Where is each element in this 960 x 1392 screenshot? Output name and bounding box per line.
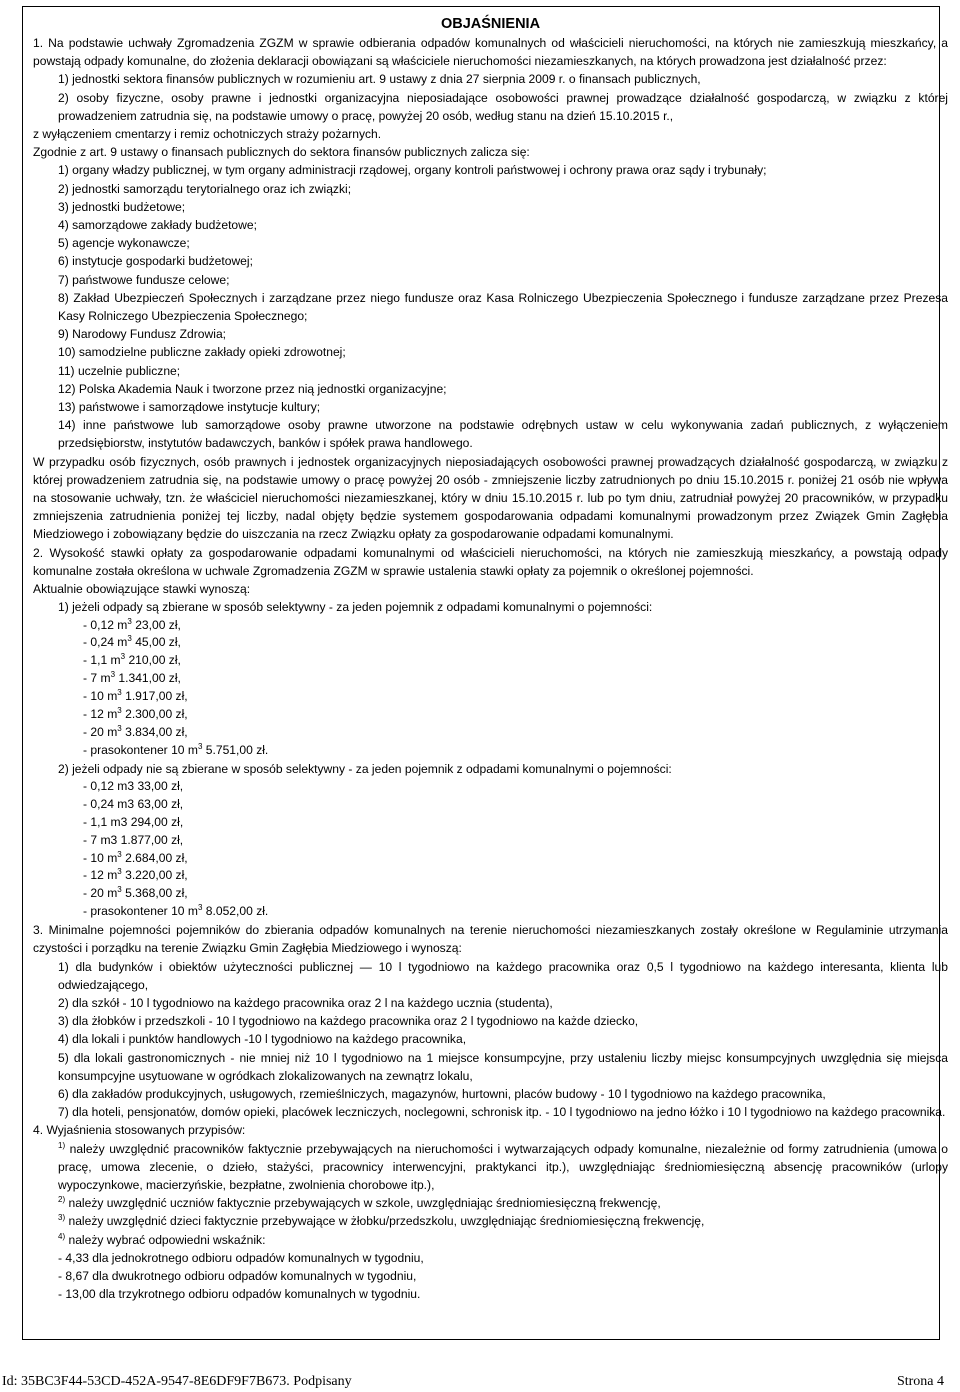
container-size: - 12 m (83, 707, 118, 722)
art9-item: 1) organy władzy publicznej, w tym organy administracji rządowej, organy kontroli państwowej i ochrony prawa oraz sądy i trybunały; (58, 163, 767, 178)
container-size: - 0,24 m (83, 635, 128, 650)
art9-item: 11) uczelnie publiczne; (58, 363, 181, 378)
section-1-item-1: 1) jednostki sektora finansów publicznych w rozumieniu art. 9 ustawy z dnia 27 sierpnia 2009 r. o finansach publicznych, (58, 72, 701, 87)
rate-row (33, 724, 948, 742)
selective-rates-intro: 1) jeżeli odpady są zbierane w sposób selektywny - za jeden pojemnik z odpadami komunalnymi o pojemności: (58, 600, 653, 615)
section-1-note: W przypadku osób fizycznych, osób prawnych i jednostek organizacyjnych nieposiadających osobowości prawnej prowadzących działalność gospodarczą, w związku z której prowadzeniem zatrudnia się, na podstawie umowy o pracę powyżej 20 osób - zmniejszenie liczby zatrudnionych po dniu 15.10.2015 r. poniżej 21 osób nie wpływa na stosowanie uchwały, tzn. że właściciel nieruchomości niezamieszkanej, który w dniu 15.10.2015 r. lub po tym dniu, zatrudniał powyżej 20 pracowników, w przypadku zmniejszenia zatrudnienia poniżej tej liczby, nadal objęty będzie systemem gospodarowania odpadami komunalnymi prowadzonym przez Związek Gmin Zagłębia Miedziowego i zobowiązany będzie do uiszczania na rzecz Związku opłaty za gospodarowanie odpadami komunalnymi. (33, 454, 948, 542)
rate-price: 2.684,00 zł, (121, 850, 188, 865)
indicator-list (33, 1249, 948, 1304)
cubic-superscript: 3 (117, 867, 122, 877)
capacity-list (33, 958, 948, 1122)
rate-price: 33,00 zł, (134, 778, 184, 793)
art9-item: 6) instytucje gospodarki budżetowej; (58, 254, 253, 269)
rate-row (33, 885, 948, 903)
indicator-item: - 8,67 dla dwukrotnego odbioru odpadów komunalnych w tygodniu, (58, 1269, 417, 1284)
section-3 (33, 921, 948, 1121)
rate-row (33, 814, 948, 832)
footnote-item (33, 1140, 948, 1195)
rate-row (33, 652, 948, 670)
container-size: - 1,1 m (83, 653, 121, 668)
capacity-item: 3) dla żłobków i przedszkoli - 10 l tygodniowo na każdego pracownika oraz 2 l tygodniowo na każde dziecko, (58, 1014, 639, 1029)
container-size: - 20 m (83, 724, 118, 739)
rate-row (33, 670, 948, 688)
section-1-intro: 1. Na podstawie uchwały Zgromadzenia ZGZM w sprawie odbierania odpadów komunalnych od właścicieli nieruchomości, na których nie zamieszkują mieszkańcy, a powstają odpady komunalne, do złożenia deklaracji obowiązani są właściciele nieruchomości niezamieszkanych, na których prowadzona jest działalność przez: (33, 36, 948, 69)
container-size: - 10 m (83, 850, 118, 865)
rate-row (33, 617, 948, 635)
rate-price: 3.834,00 zł, (121, 724, 188, 739)
art9-item: 9) Narodowy Fundusz Zdrowia; (58, 327, 227, 342)
rate-price: 1.917,00 zł, (121, 689, 188, 704)
rate-row (33, 903, 948, 921)
container-size: - 7 m3 (83, 832, 118, 847)
rate-price: 63,00 zł, (134, 796, 184, 811)
rate-row (33, 832, 948, 850)
rates-heading: Aktualnie obowiązujące stawki wynoszą: (33, 582, 251, 597)
rate-row (33, 706, 948, 724)
rate-price: 23,00 zł, (131, 617, 181, 632)
art9-item: 13) państwowe i samorządowe instytucje kultury; (58, 400, 321, 415)
container-size: - 0,12 m3 (83, 778, 135, 793)
rate-price: 45,00 zł, (131, 635, 181, 650)
art9-item: 10) samodzielne publiczne zakłady opieki zdrowotnej; (58, 345, 346, 360)
page-footer (0, 1374, 960, 1392)
art9-item: 5) agencje wykonawcze; (58, 236, 190, 251)
cubic-superscript: 3 (117, 885, 122, 895)
container-size: - 10 m (83, 689, 118, 704)
page-title: OBJAŚNIENIA (440, 16, 541, 32)
art9-item: 3) jednostki budżetowe; (58, 199, 186, 214)
container-size: - 1,1 m3 (83, 814, 128, 829)
document-body (33, 14, 948, 1303)
footnote-list (33, 1140, 948, 1249)
footnote-text: należy wybrać odpowiedni wskaźnik: (65, 1232, 266, 1247)
container-size: - prasokontener 10 m (83, 904, 198, 919)
indicator-item: - 13,00 dla trzykrotnego odbioru odpadów komunalnych w tygodniu. (58, 1287, 421, 1302)
section-3-intro: 3. Minimalne pojemności pojemników do zbierania odpadów komunalnych na terenie nieruchomości niezamieszkanych zostały określone w Regulaminie utrzymania czystości i porządku na terenie Związku Gmin Zagłębia Miedziowego i wynoszą: (33, 923, 948, 956)
nonselective-rates-list (33, 778, 948, 921)
section-1 (33, 34, 948, 544)
capacity-item: 1) dla budynków i obiektów użyteczności publicznej — 10 l tygodniowo na każdego pracownika oraz 0,5 l tygodniowo na każdego interesanta, klienta lub odwiedzającego, (58, 959, 948, 992)
indicator-item: - 4,33 dla jednokrotnego odbioru odpadów komunalnych w tygodniu, (58, 1250, 424, 1265)
section-4-intro: 4. Wyjaśnienia stosowanych przypisów: (33, 1123, 246, 1138)
container-size: - 12 m (83, 868, 118, 883)
art9-item: 2) jednostki samorządu terytorialnego oraz ich związki; (58, 181, 352, 196)
rate-price: 294,00 zł, (127, 814, 184, 829)
rate-row (33, 634, 948, 652)
cubic-superscript: 3 (117, 688, 122, 698)
cubic-superscript: 3 (127, 616, 132, 626)
art9-list (33, 161, 948, 452)
cubic-superscript: 3 (110, 670, 116, 680)
footnote-item (33, 1231, 948, 1249)
container-size: - prasokontener 10 m (83, 742, 198, 757)
art9-item: 8) Zakład Ubezpieczeń Społecznych i zarządzane przez niego fundusze oraz Kasa Rolniczego Ubezpieczenia Społecznego i fundusze zarządzane przez Prezesa Kasy Rolniczego Ubezpieczenia Społecznego; (58, 290, 948, 324)
cubic-superscript: 3 (117, 723, 122, 733)
art9-intro: Zgodnie z art. 9 ustawy o finansach publicznych do sektora finansów publicznych zalicza się: (33, 145, 530, 160)
page-number: Strona 4 (896, 1374, 944, 1389)
rate-price: 8.052,00 zł. (202, 904, 269, 919)
section-2 (33, 544, 948, 922)
capacity-item: 5) dla lokali gastronomicznych - nie mniej niż 10 l tygodniowo na 1 miejsce konsumpcyjne, przy ustaleniu liczby miejsc konsumpcyjnych uwzględnia się miejsca konsumpcyjne usytuowane w ogródkach zlokalizowanych na zewnątrz lokalu, (58, 1050, 948, 1083)
cubic-superscript: 3 (117, 849, 122, 859)
capacity-item: 7) dla hoteli, pensjonatów, domów opieki, placówek leczniczych, noclegowni, schronisk itp. - 10 l tygodniowo na jedno łóżko i 10 l tygodniowo na każdego pracownika. (58, 1105, 946, 1120)
footnote-mark: 1) (58, 1140, 66, 1150)
rate-price: 2.300,00 zł, (121, 707, 188, 722)
art9-item: 14) inne państwowe lub samorządowe osoby prawne utworzone na podstawie odrębnych ustaw w celu wykonywania zadań publicznych, z wyłączeniem przedsiębiorstw, instytutów badawczych, banków i spółek prawa handlowego. (58, 418, 948, 451)
rate-price: 210,00 zł, (125, 653, 181, 668)
rate-row (33, 688, 948, 706)
capacity-item: 2) dla szkół - 10 l tygodniowo na każdego pracownika oraz 2 l na każdego ucznia (studenta), (58, 996, 553, 1011)
rate-row (33, 850, 948, 868)
cubic-superscript: 3 (120, 652, 126, 662)
cubic-superscript: 3 (197, 903, 203, 913)
nonselective-rates-intro: 2) jeżeli odpady nie są zbierane w sposób selektywny - za jeden pojemnik z odpadami komunalnymi o pojemności: (58, 761, 672, 776)
cubic-superscript: 3 (197, 741, 203, 751)
rate-row (33, 867, 948, 885)
rate-row (33, 796, 948, 814)
selective-rates-list (33, 617, 948, 760)
footnote-mark: 3) (58, 1213, 66, 1223)
footnote-text: należy uwzględnić pracowników faktycznie przebywających na nieruchomości i wytwarzających odpady komunalne, niezależnie od formy zatrudnienia (umowa o pracę, umowa zlecenie, o dzieło, stażyści, pracownicy interwencyjni, praktykanci itp.), uwzględniając średniomiesięczną absencję pracowników (urlopy wypoczynkowe, macierzyńskie, bezpłatne, zwolnienia chorobowe itp.), (58, 1141, 948, 1193)
container-size: - 0,24 m3 (83, 796, 135, 811)
art9-item: 4) samorządowe zakłady budżetowe; (58, 218, 257, 233)
section-4 (33, 1121, 948, 1303)
rate-price: 1.341,00 zł, (115, 671, 181, 686)
footnote-mark: 4) (58, 1231, 66, 1241)
container-size: - 7 m (83, 671, 111, 686)
rate-row (33, 742, 948, 760)
rate-price: 1.877,00 zł, (117, 832, 184, 847)
container-size: - 0,12 m (83, 617, 128, 632)
section-1-exclusion: z wyłączeniem cmentarzy i remiz ochotniczych straży pożarnych. (33, 127, 382, 142)
cubic-superscript: 3 (127, 634, 132, 644)
footnote-item (33, 1212, 948, 1230)
rate-price: 5.751,00 zł. (202, 742, 269, 757)
art9-item: 12) Polska Akademia Nauk i tworzone przez nią jednostki organizacyjne; (58, 381, 447, 396)
footnote-mark: 2) (58, 1195, 66, 1205)
footnote-text: należy uwzględnić dzieci faktycznie przebywające w żłobku/przedszkolu, uwzględniając średniomiesięczną frekwencję, (65, 1214, 705, 1229)
container-size: - 20 m (83, 886, 118, 901)
footnote-item (33, 1194, 948, 1212)
rate-price: 5.368,00 zł, (121, 886, 188, 901)
rate-row (33, 778, 948, 796)
section-1-item-2: 2) osoby fizyczne, osoby prawne i jednostki organizacyjna nieposiadające osobowości prawnej prowadzące działalność gospodarczą, w związku z której prowadzeniem zatrudnia się, na podstawie umowy o pracę, powyżej 20 osób, według stanu na dzień 15.10.2015 r., (58, 90, 948, 123)
rate-price: 3.220,00 zł, (121, 868, 188, 883)
cubic-superscript: 3 (117, 706, 122, 715)
document-id: Id: 35BC3F44-53CD-452A-9547-8E6DF9F7B673. Podpisany (2, 1374, 352, 1389)
footnote-text: należy uwzględnić uczniów faktycznie przebywających w szkole, uwzględniając średniomiesięczną frekwencję, (65, 1196, 661, 1211)
art9-item: 7) państwowe fundusze celowe; (58, 272, 230, 287)
capacity-item: 4) dla lokali i punktów handlowych -10 l tygodniowo na każdego pracownika, (58, 1032, 467, 1047)
capacity-item: 6) dla zakładów produkcyjnych, usługowych, rzemieślniczych, magazynów, hurtowni, placów budowy - 10 l tygodniowo na każdego pracownika, (58, 1087, 826, 1102)
section-2-intro: 2. Wysokość stawki opłaty za gospodarowanie odpadami komunalnymi od właścicieli nieruchomości, na których nie zamieszkują mieszkańcy, a powstają odpady komunalne została określona w uchwale Zgromadzenia ZGZM w sprawie ustalenia stawki opłaty za pojemnik o określonej pojemności. (33, 545, 948, 578)
